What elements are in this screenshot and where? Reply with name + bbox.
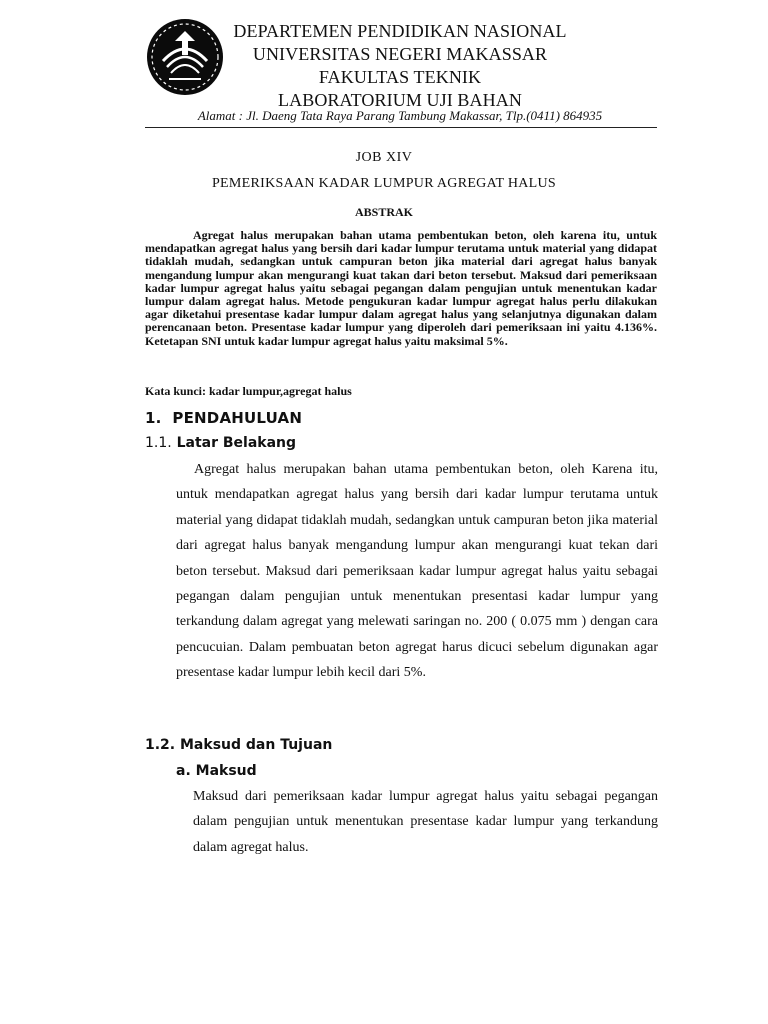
abstract-text: Agregat halus merupakan bahan utama pembentukan beton, oleh karena itu, untuk mendapatkan agregat halus yang bersih dari kadar lumpur terutama untuk material yang didapat tidaklah mudah, sedangkan untuk campuran beton jika material dari agregat halus banyak mengandung lumpur akan mengurangi kuat takan dari beton tersebut. Maksud dari pemeriksaan kadar lumpur agregat halus yaitu sebagai pegangan dalam pengujian untuk menentukan kadar lumpur dalam agregat halus. Metode pengukuran kadar lumpur agregat halus perlu dilakukan agar diketahui presentase kadar lumpur dalam agregat halus yang selanjutnya digunakan dalam perencanaan beton. Presentase kadar lumpur yang diperoleh dari pemeriksaan ini yaitu 4.136%. Ketetapan SNI untuk kadar lumpur agregat halus yaitu maksimal 5%. (145, 228, 657, 348)
subsection-number: 1.1. (145, 435, 172, 451)
institution-name-block (200, 20, 600, 112)
list-item-title: Maksud (195, 763, 257, 779)
subsection-title: Maksud dan Tujuan (180, 737, 333, 753)
list-item-label: a. (176, 763, 191, 779)
letterhead-line: FAKULTAS TEKNIK (318, 67, 482, 87)
letterhead-line: DEPARTEMEN PENDIDIKAN NASIONAL (233, 21, 567, 41)
abstract-heading: ABSTRAK (354, 205, 413, 219)
section-title: PENDAHULUAN (172, 409, 303, 427)
purpose-paragraph: Maksud dari pemeriksaan kadar lumpur agregat halus yaitu sebagai pegangan dalam pengujian untuk menentukan presentase kadar lumpur yang terkandung dalam agregat halus. (193, 789, 658, 855)
letterhead (0, 0, 768, 130)
subsection-heading (145, 435, 296, 451)
letterhead-address: Alamat : Jl. Daeng Tata Raya Parang Tambung Makassar, Tlp.(0411) 864935 (197, 108, 603, 123)
subsection-number: 1.2. (145, 737, 176, 753)
list-item-heading (176, 763, 257, 779)
document-title: PEMERIKSAAN KADAR LUMPUR AGREGAT HALUS (211, 176, 557, 191)
keywords: Kata kunci: kadar lumpur,agregat halus (145, 384, 352, 398)
section-number: 1. (145, 409, 162, 427)
letterhead-line: LABORATORIUM UJI BAHAN (278, 90, 522, 110)
subsection-title: Latar Belakang (176, 435, 297, 451)
job-title: JOB XIV (355, 150, 413, 165)
letterhead-line: UNIVERSITAS NEGERI MAKASSAR (252, 44, 548, 64)
subsection-heading (145, 737, 332, 753)
letterhead-divider (145, 127, 657, 128)
section-heading (145, 409, 302, 427)
background-paragraph: Agregat halus merupakan bahan utama pembentukan beton, oleh Karena itu, untuk mendapatkan agregat halus yang bersih dari kadar lumpur terutama untuk material yang didapat tidaklah mudah, sedangkan untuk campuran beton jika material dari agregat halus banyak mengandung lumpur akan mengurangi kuat tekan dari beton tersebut. Maksud dari pemeriksaan kadar lumpur agregat halus yaitu sebagai pegangan dalam pengujian untuk menentukan presentasi kadar lumpur yang terkandung dalam agregat yang melewati saringan no. 200 ( 0.075 mm ) dengan cara pencucuian. Dalam pembuatan beton agregat harus dicuci sebelum digunakan agar presentase kadar lumpur lebih kecil dari 5%. (176, 462, 658, 681)
